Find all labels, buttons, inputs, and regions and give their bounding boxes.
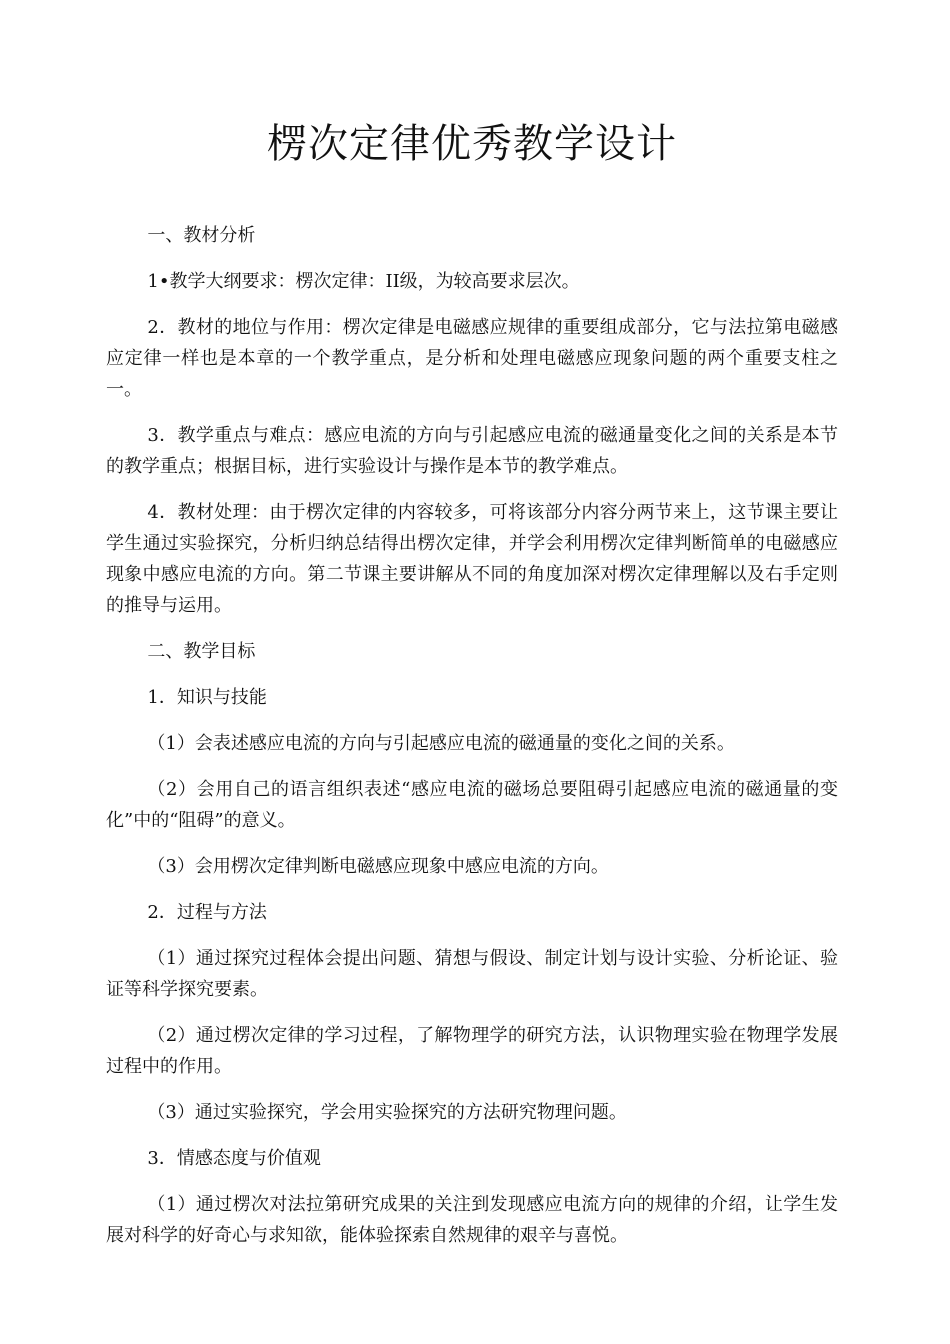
subheading-process-methods: 2．过程与方法 <box>147 902 267 923</box>
list-item-knowledge-2: （2）会用自己的语言组织表述“感应电流的磁场总要阻碍引起感应电流的磁通量的变化”中的“阻碍”的意义。 <box>106 779 838 831</box>
document-title: 楞次定律优秀教学设计 <box>267 121 677 167</box>
paragraph-status-and-role: 2．教材的地位与作用：楞次定律是电磁感应规律的重要组成部分，它与法拉第电磁感应定律一样也是本章的一个教学重点，是分析和处理电磁感应现象问题的两个重要支柱之一。 <box>106 317 838 400</box>
section-heading-teaching-goals: 二、教学目标 <box>147 641 256 662</box>
subheading-knowledge-skills: 1．知识与技能 <box>147 687 267 708</box>
list-item-process-2: （2）通过楞次定律的学习过程，了解物理学的研究方法，认识物理实验在物理学发展过程中的作用。 <box>106 1025 838 1077</box>
list-item-process-1: （1）通过探究过程体会提出问题、猜想与假设、制定计划与设计实验、分析论证、验证等科学探究要素。 <box>106 948 838 1000</box>
paragraph-textbook-handling: 4．教材处理：由于楞次定律的内容较多，可将该部分内容分两节来上，这节课主要让学生通过实验探究，分析归纳总结得出楞次定律，并学会利用楞次定律判断简单的电磁感应现象中感应电流的方向。第二节课主要讲解从不同的角度加深对楞次定律理解以及右手定则的推导与运用。 <box>106 502 838 616</box>
list-item-knowledge-1: （1）会表述感应电流的方向与引起感应电流的磁通量的变化之间的关系。 <box>147 733 735 754</box>
section-heading-textbook-analysis: 一、教材分析 <box>147 225 256 246</box>
list-item-knowledge-3: （3）会用楞次定律判断电磁感应现象中感应电流的方向。 <box>147 856 609 877</box>
list-item-process-3: （3）通过实验探究，学会用实验探究的方法研究物理问题。 <box>147 1102 627 1123</box>
paragraph-key-points: 3．教学重点与难点：感应电流的方向与引起感应电流的磁通量变化之间的关系是本节的教学重点；根据目标，进行实验设计与操作是本节的教学难点。 <box>106 425 838 477</box>
list-item-attitudes-1: （1）通过楞次对法拉第研究成果的关注到发现感应电流方向的规律的介绍，让学生发展对科学的好奇心与求知欲，能体验探索自然规律的艰辛与喜悦。 <box>106 1194 838 1246</box>
paragraph-syllabus-requirement: 1•教学大纲要求：楞次定律：II级，为较高要求层次。 <box>147 271 580 292</box>
subheading-attitudes-values: 3．情感态度与价值观 <box>147 1148 321 1169</box>
